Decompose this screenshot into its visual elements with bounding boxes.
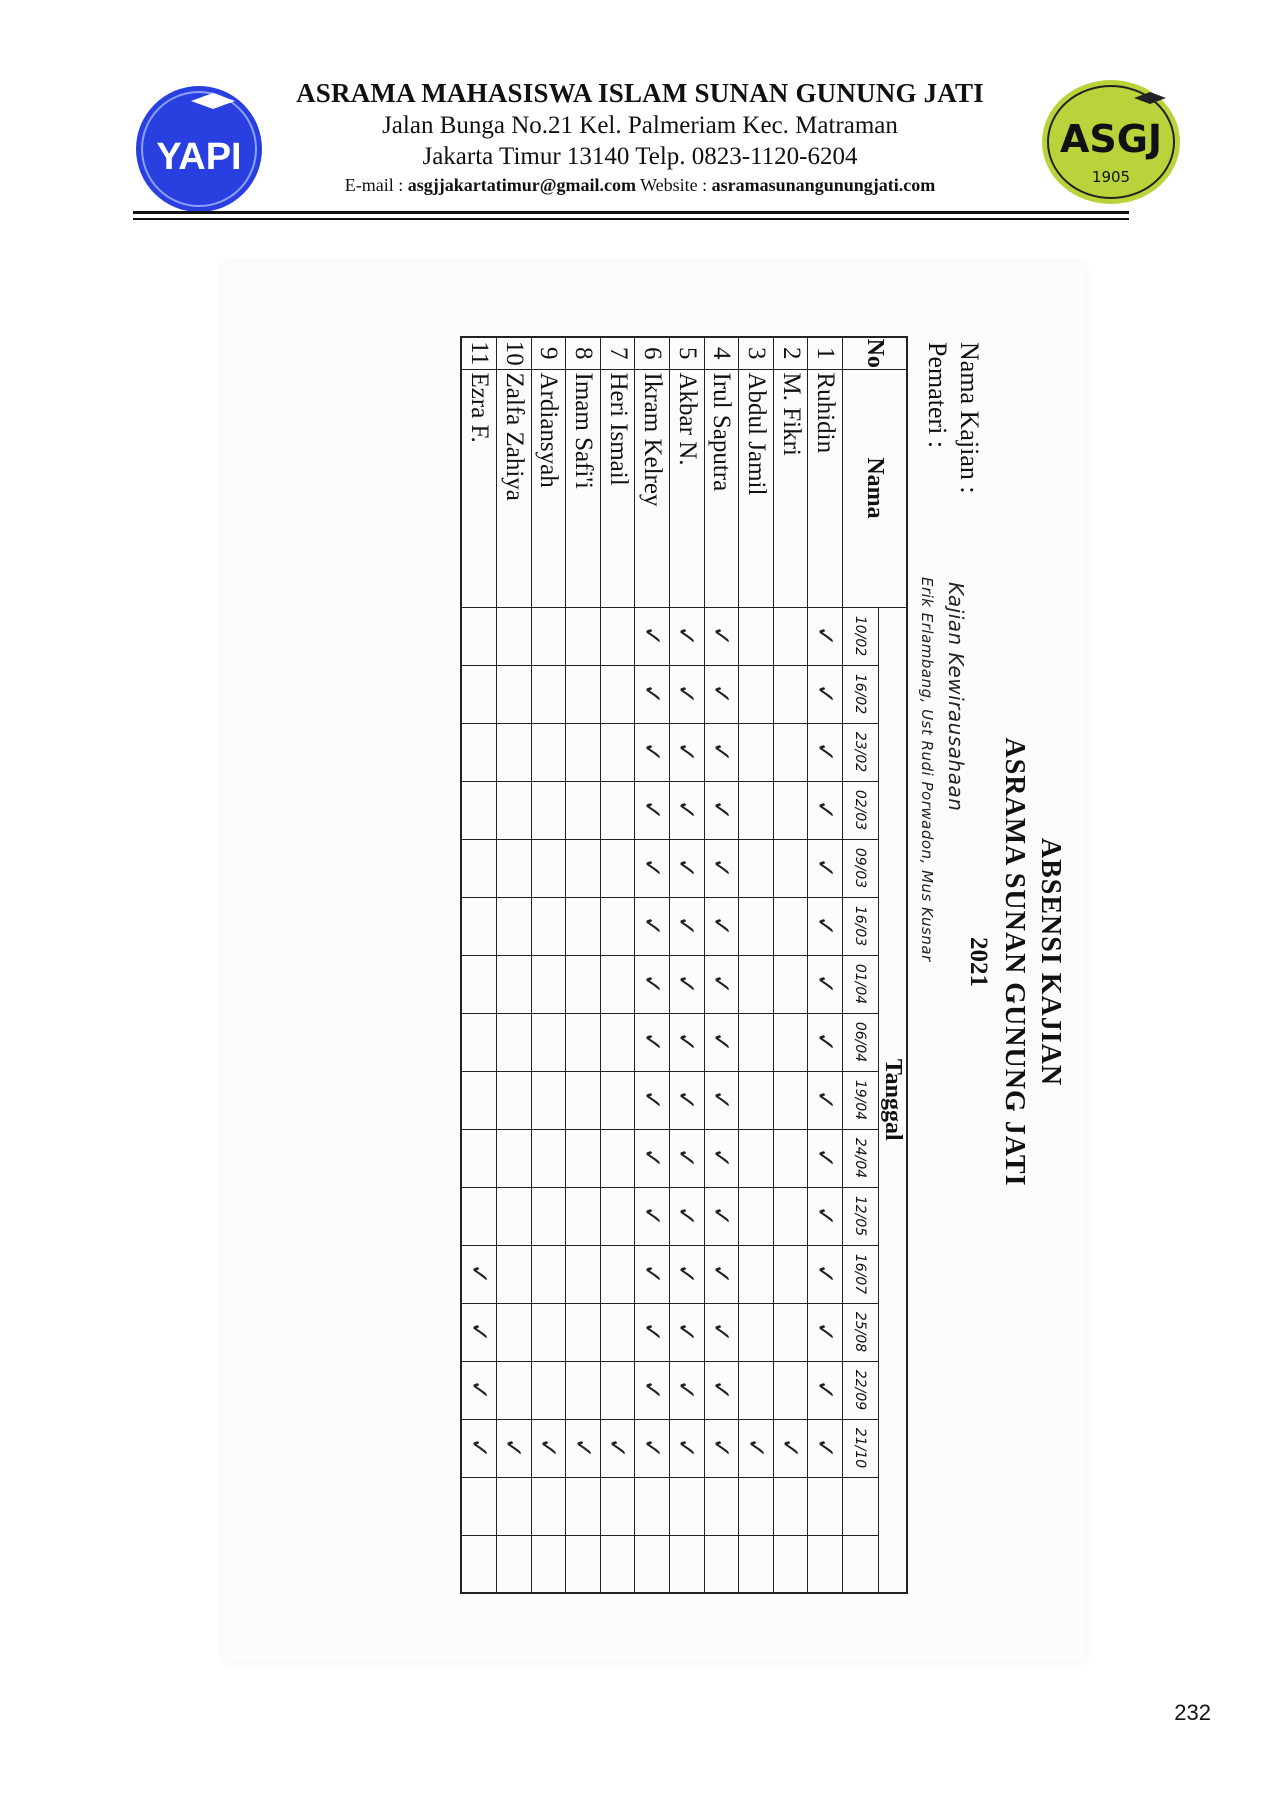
- attendance-mark: ✓: [670, 1071, 705, 1129]
- attendance-mark: [531, 1013, 566, 1071]
- pemateri-label: Pemateri :: [923, 342, 952, 449]
- member-name: Imam Safi'i: [566, 369, 601, 607]
- table-row: [566, 337, 601, 1593]
- attendance-mark: [739, 1361, 774, 1419]
- attendance-mark: [600, 1013, 635, 1071]
- row-number: 3: [739, 337, 774, 369]
- attendance-mark: ✓: [808, 607, 843, 665]
- attendance-mark: ✓: [635, 1361, 670, 1419]
- attendance-mark: ✓: [808, 1419, 843, 1477]
- member-name: Akbar N.: [670, 369, 705, 607]
- nama-kajian-label: Nama Kajian :: [955, 342, 984, 494]
- attendance-mark: [461, 839, 496, 897]
- attendance-mark: [497, 1361, 532, 1419]
- attendance-mark: [808, 1535, 843, 1593]
- attendance-mark: ✓: [635, 1245, 670, 1303]
- attendance-mark: [461, 665, 496, 723]
- attendance-mark: [600, 1303, 635, 1361]
- attendance-mark: [497, 1071, 532, 1129]
- attendance-mark: [497, 1187, 532, 1245]
- attendance-mark: [531, 1535, 566, 1593]
- attendance-mark: ✓: [461, 1419, 496, 1477]
- table-row: [773, 337, 808, 1593]
- attendance-mark: [461, 955, 496, 1013]
- date-header-cell: [843, 1477, 879, 1535]
- attendance-mark: ✓: [670, 1303, 705, 1361]
- attendance-mark: [531, 897, 566, 955]
- attendance-mark: [600, 723, 635, 781]
- attendance-mark: ✓: [600, 1419, 635, 1477]
- column-header-no: No: [843, 337, 908, 369]
- member-name: Heri Ismail: [600, 369, 635, 607]
- table-row: [461, 337, 496, 1593]
- rotated-sheet-content: [222, 262, 1086, 1662]
- attendance-mark: ✓: [704, 1013, 739, 1071]
- attendance-mark: ✓: [808, 1071, 843, 1129]
- attendance-mark: [773, 839, 808, 897]
- attendance-mark: [600, 1361, 635, 1419]
- attendance-mark: ✓: [635, 1303, 670, 1361]
- table-row: [600, 337, 635, 1593]
- attendance-mark: [739, 955, 774, 1013]
- date-header-cell: 25/08: [843, 1303, 879, 1361]
- attendance-mark: ✓: [704, 1129, 739, 1187]
- attendance-mark: [739, 665, 774, 723]
- email-address: asgjjakartatimur@gmail.com: [407, 175, 636, 195]
- attendance-mark: ✓: [670, 665, 705, 723]
- attendance-mark: [461, 723, 496, 781]
- attendance-mark: ✓: [566, 1419, 601, 1477]
- attendance-mark: [773, 897, 808, 955]
- attendance-mark: [497, 839, 532, 897]
- attendance-mark: ✓: [808, 1013, 843, 1071]
- attendance-mark: [635, 1477, 670, 1535]
- attendance-mark: [635, 1535, 670, 1593]
- attendance-mark: ✓: [808, 1187, 843, 1245]
- attendance-mark: [739, 1303, 774, 1361]
- attendance-mark: [566, 723, 601, 781]
- attendance-mark: [739, 1535, 774, 1593]
- attendance-mark: ✓: [635, 1071, 670, 1129]
- attendance-mark: [497, 665, 532, 723]
- attendance-mark: ✓: [670, 897, 705, 955]
- institution-name: ASRAMA MAHASISWA ISLAM SUNAN GUNUNG JATI: [296, 78, 984, 108]
- attendance-mark: [531, 1187, 566, 1245]
- date-header-cell: 09/03: [843, 839, 879, 897]
- attendance-mark: [461, 897, 496, 955]
- asgj-logo-text: ASGJ: [1059, 117, 1163, 161]
- date-header-cell: [843, 1535, 879, 1593]
- letterhead-text: [240, 78, 1040, 194]
- attendance-mark: [739, 1013, 774, 1071]
- attendance-mark: [531, 1129, 566, 1187]
- attendance-table: [460, 336, 908, 1594]
- date-header-cell: 12/05: [843, 1187, 879, 1245]
- attendance-mark: [566, 665, 601, 723]
- attendance-mark: [739, 723, 774, 781]
- row-number: 9: [531, 337, 566, 369]
- attendance-mark: [600, 1187, 635, 1245]
- attendance-mark: ✓: [704, 955, 739, 1013]
- pemateri-value: Erik Erlambang, Ust Rudi Porwadon, Mus Kusnar: [918, 577, 936, 962]
- attendance-mark: ✓: [704, 1245, 739, 1303]
- attendance-mark: [566, 1245, 601, 1303]
- asgj-logo: [1040, 78, 1182, 206]
- attendance-mark: ✓: [635, 897, 670, 955]
- table-row: [670, 337, 705, 1593]
- row-number: 4: [704, 337, 739, 369]
- email-label: E-mail :: [344, 175, 408, 195]
- attendance-mark: [773, 665, 808, 723]
- attendance-mark: [531, 955, 566, 1013]
- member-name: Irul Saputra: [704, 369, 739, 607]
- attendance-mark: ✓: [635, 665, 670, 723]
- letterhead-divider-thick: [133, 211, 1129, 214]
- date-header-cell: 16/03: [843, 897, 879, 955]
- attendance-mark: [600, 839, 635, 897]
- attendance-mark: [600, 1071, 635, 1129]
- attendance-mark: ✓: [808, 781, 843, 839]
- attendance-mark: ✓: [808, 1245, 843, 1303]
- row-number: 10: [497, 337, 532, 369]
- attendance-mark: [600, 1245, 635, 1303]
- attendance-mark: [739, 839, 774, 897]
- attendance-mark: [461, 607, 496, 665]
- table-row: [704, 337, 739, 1593]
- sheet-title: ABSENSI KAJIAN: [1035, 837, 1066, 1087]
- date-header-cell: 06/04: [843, 1013, 879, 1071]
- page-number: 232: [1174, 1700, 1211, 1725]
- attendance-mark: ✓: [739, 1419, 774, 1477]
- attendance-mark: [566, 955, 601, 1013]
- attendance-mark: [497, 1303, 532, 1361]
- column-header-tanggal: Tanggal: [879, 607, 908, 1593]
- attendance-mark: ✓: [635, 781, 670, 839]
- table-row: [739, 337, 774, 1593]
- attendance-mark: ✓: [635, 1187, 670, 1245]
- attendance-mark: [566, 897, 601, 955]
- attendance-mark: ✓: [704, 665, 739, 723]
- attendance-mark: [531, 723, 566, 781]
- attendance-mark: ✓: [461, 1303, 496, 1361]
- attendance-mark: [566, 1071, 601, 1129]
- attendance-mark: [566, 1013, 601, 1071]
- attendance-mark: [566, 1187, 601, 1245]
- row-number: 8: [566, 337, 601, 369]
- attendance-mark: ✓: [670, 781, 705, 839]
- attendance-mark: [531, 1303, 566, 1361]
- attendance-mark: ✓: [670, 1419, 705, 1477]
- attendance-mark: [739, 897, 774, 955]
- attendance-mark: [670, 1477, 705, 1535]
- attendance-mark: ✓: [704, 1419, 739, 1477]
- attendance-mark: [566, 1535, 601, 1593]
- attendance-mark: [773, 1187, 808, 1245]
- attendance-mark: [497, 607, 532, 665]
- attendance-mark: ✓: [670, 607, 705, 665]
- attendance-mark: [497, 1013, 532, 1071]
- attendance-mark: [497, 1129, 532, 1187]
- attendance-mark: [773, 955, 808, 1013]
- member-name: Ikram Kelrey: [635, 369, 670, 607]
- table-row: [531, 337, 566, 1593]
- attendance-mark: [773, 1071, 808, 1129]
- attendance-mark: ✓: [670, 955, 705, 1013]
- row-number: 7: [600, 337, 635, 369]
- attendance-mark: [773, 1129, 808, 1187]
- attendance-mark: [773, 607, 808, 665]
- row-number: 5: [670, 337, 705, 369]
- attendance-mark: ✓: [670, 1245, 705, 1303]
- attendance-mark: [773, 1535, 808, 1593]
- attendance-mark: ✓: [670, 839, 705, 897]
- member-name: Zalfa Zahiya: [497, 369, 532, 607]
- row-number: 2: [773, 337, 808, 369]
- attendance-mark: ✓: [635, 1129, 670, 1187]
- attendance-mark: [461, 1013, 496, 1071]
- attendance-mark: ✓: [461, 1361, 496, 1419]
- attendance-mark: ✓: [635, 839, 670, 897]
- attendance-mark: [739, 1477, 774, 1535]
- attendance-mark: [566, 607, 601, 665]
- nama-kajian-value: Kajian Kewirausahaan: [944, 582, 968, 812]
- attendance-mark: ✓: [808, 723, 843, 781]
- attendance-mark: [531, 1361, 566, 1419]
- attendance-mark: [773, 781, 808, 839]
- attendance-mark: [739, 607, 774, 665]
- member-name: Ardiansyah: [531, 369, 566, 607]
- attendance-mark: ✓: [808, 897, 843, 955]
- attendance-rows: [461, 337, 842, 1593]
- attendance-mark: ✓: [704, 1071, 739, 1129]
- date-header-cell: 16/07: [843, 1245, 879, 1303]
- attendance-mark: ✓: [808, 665, 843, 723]
- attendance-mark: [497, 1477, 532, 1535]
- attendance-mark: [566, 1303, 601, 1361]
- attendance-mark: ✓: [704, 897, 739, 955]
- attendance-mark: ✓: [497, 1419, 532, 1477]
- attendance-mark: [704, 1477, 739, 1535]
- date-header-cell: 22/09: [843, 1361, 879, 1419]
- website-label: Website :: [635, 175, 712, 195]
- sheet-year: 2021: [965, 937, 992, 987]
- attendance-mark: ✓: [635, 607, 670, 665]
- attendance-mark: [600, 1129, 635, 1187]
- attendance-mark: [739, 1187, 774, 1245]
- attendance-mark: [531, 665, 566, 723]
- attendance-mark: [600, 665, 635, 723]
- attendance-mark: [704, 1535, 739, 1593]
- yapi-logo-text: YAPI: [156, 136, 242, 178]
- attendance-mark: ✓: [704, 839, 739, 897]
- attendance-mark: ✓: [808, 1361, 843, 1419]
- attendance-mark: [531, 1071, 566, 1129]
- date-header-cell: 23/02: [843, 723, 879, 781]
- address-line-1: Jalan Bunga No.21 Kel. Palmeriam Kec. Matraman: [382, 112, 898, 139]
- attendance-mark: ✓: [773, 1419, 808, 1477]
- attendance-mark: [773, 1477, 808, 1535]
- attendance-mark: [531, 607, 566, 665]
- attendance-mark: [773, 1245, 808, 1303]
- attendance-mark: [566, 1129, 601, 1187]
- attendance-mark: [566, 1361, 601, 1419]
- attendance-mark: ✓: [704, 723, 739, 781]
- date-header-cell: 21/10: [843, 1419, 879, 1477]
- member-name: Ezra F.: [461, 369, 496, 607]
- attendance-mark: [600, 1535, 635, 1593]
- attendance-mark: [739, 1245, 774, 1303]
- attendance-mark: ✓: [670, 723, 705, 781]
- attendance-mark: [566, 781, 601, 839]
- asgj-logo-year: 1905: [1091, 168, 1131, 186]
- column-header-nama: Nama: [843, 369, 908, 607]
- attendance-mark: ✓: [635, 723, 670, 781]
- attendance-mark: [531, 781, 566, 839]
- attendance-mark: [600, 955, 635, 1013]
- attendance-mark: ✓: [704, 781, 739, 839]
- attendance-mark: ✓: [635, 1013, 670, 1071]
- attendance-mark: ✓: [704, 1187, 739, 1245]
- row-number: 1: [808, 337, 843, 369]
- attendance-mark: [461, 1477, 496, 1535]
- attendance-mark: [531, 839, 566, 897]
- attendance-mark: [497, 1245, 532, 1303]
- attendance-mark: ✓: [808, 1129, 843, 1187]
- member-name: M. Fikri: [773, 369, 808, 607]
- date-header-cell: 24/04: [843, 1129, 879, 1187]
- attendance-mark: [773, 1361, 808, 1419]
- attendance-mark: [808, 1477, 843, 1535]
- attendance-mark: ✓: [670, 1129, 705, 1187]
- attendance-mark: [739, 1071, 774, 1129]
- attendance-mark: ✓: [704, 1303, 739, 1361]
- attendance-mark: [461, 1071, 496, 1129]
- attendance-mark: [461, 1129, 496, 1187]
- attendance-mark: [531, 1477, 566, 1535]
- address-line-2: Jakarta Timur 13140 Telp. 0823-1120-6204: [422, 143, 858, 170]
- attendance-mark: [600, 607, 635, 665]
- attendance-mark: [461, 781, 496, 839]
- attendance-mark: [497, 1535, 532, 1593]
- attendance-mark: [461, 1187, 496, 1245]
- table-row: [808, 337, 843, 1593]
- attendance-mark: ✓: [635, 1419, 670, 1477]
- scanned-attendance-sheet: [222, 262, 1086, 1662]
- row-number: 6: [635, 337, 670, 369]
- date-header-cell: 16/02: [843, 665, 879, 723]
- attendance-mark: [497, 897, 532, 955]
- attendance-mark: ✓: [704, 607, 739, 665]
- attendance-mark: ✓: [808, 1303, 843, 1361]
- attendance-mark: [566, 839, 601, 897]
- member-name: Ruhidin: [808, 369, 843, 607]
- attendance-mark: ✓: [808, 839, 843, 897]
- attendance-mark: ✓: [635, 955, 670, 1013]
- table-row: [635, 337, 670, 1593]
- attendance-mark: ✓: [461, 1245, 496, 1303]
- sheet-subtitle: ASRAMA SUNAN GUNUNG JATI: [999, 737, 1030, 1187]
- attendance-mark: [497, 955, 532, 1013]
- attendance-mark: [773, 723, 808, 781]
- attendance-mark: ✓: [531, 1419, 566, 1477]
- attendance-mark: [600, 897, 635, 955]
- attendance-mark: ✓: [670, 1361, 705, 1419]
- attendance-mark: [531, 1245, 566, 1303]
- attendance-mark: [497, 781, 532, 839]
- attendance-mark: ✓: [670, 1013, 705, 1071]
- member-name: Abdul Jamil: [739, 369, 774, 607]
- row-number: 11: [461, 337, 496, 369]
- attendance-mark: [773, 1013, 808, 1071]
- attendance-mark: [600, 781, 635, 839]
- attendance-mark: [739, 781, 774, 839]
- website-address: asramasunangunungjati.com: [711, 175, 936, 195]
- date-header-cell: 10/02: [843, 607, 879, 665]
- date-header-cell: 19/04: [843, 1071, 879, 1129]
- attendance-mark: ✓: [670, 1187, 705, 1245]
- attendance-mark: [600, 1477, 635, 1535]
- attendance-mark: [773, 1303, 808, 1361]
- attendance-mark: ✓: [704, 1361, 739, 1419]
- attendance-mark: [461, 1535, 496, 1593]
- letterhead-divider-thin: [133, 218, 1129, 220]
- attendance-mark: [566, 1477, 601, 1535]
- attendance-mark: [670, 1535, 705, 1593]
- table-row: [497, 337, 532, 1593]
- date-header-cell: 02/03: [843, 781, 879, 839]
- attendance-mark: [739, 1129, 774, 1187]
- contact-line: [240, 176, 1040, 194]
- attendance-mark: [497, 723, 532, 781]
- attendance-mark: ✓: [808, 955, 843, 1013]
- date-header-cell: 01/04: [843, 955, 879, 1013]
